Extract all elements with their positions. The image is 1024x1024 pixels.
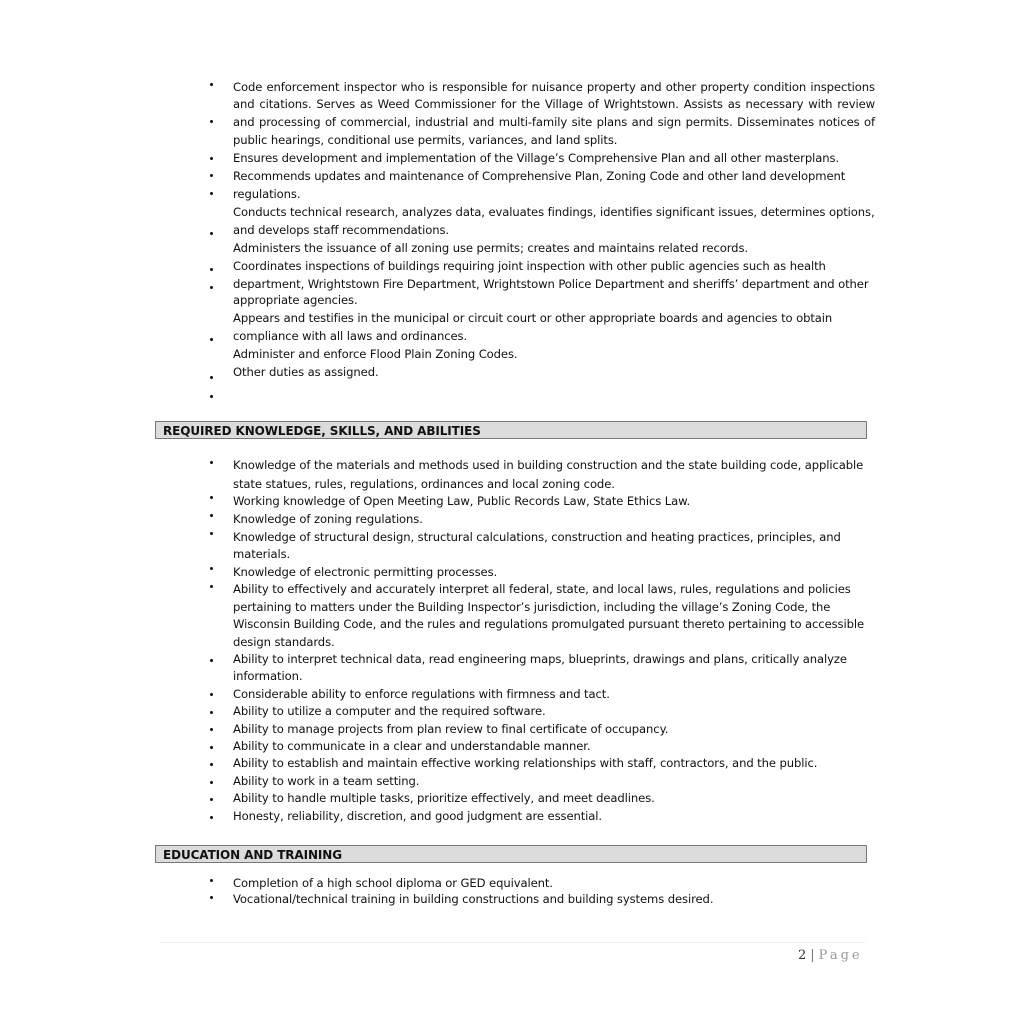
bullet-marker <box>210 268 213 271</box>
list-line: Conducts technical research, analyzes data, evaluates findings, identifies significant issues, determines options, <box>233 205 875 219</box>
bullet-marker <box>210 232 213 235</box>
bullet-marker <box>210 746 213 749</box>
list-line: Appears and testifies in the municipal or circuit court or other appropriate boards and agencies to obtain <box>233 311 833 325</box>
bullet-marker <box>210 567 213 570</box>
bullet-marker <box>210 763 213 766</box>
bullet-marker <box>210 585 213 588</box>
section-title: EDUCATION AND TRAINING <box>163 848 342 862</box>
bullet-marker <box>210 711 213 714</box>
list-line: Ability to utilize a computer and the required software. <box>233 704 546 718</box>
list-line: Considerable ability to enforce regulations with firmness and tact. <box>233 687 610 701</box>
list-line: Code enforcement inspector who is responsible for nuisance property and other property condition inspections <box>233 80 875 94</box>
section-title: REQUIRED KNOWLEDGE, SKILLS, AND ABILITIES <box>163 424 481 438</box>
page-footer <box>798 948 863 963</box>
list-line: Ability to work in a team setting. <box>233 774 420 788</box>
section-header-ksa <box>155 421 867 439</box>
bullet-marker <box>210 395 213 398</box>
list-line: Coordinates inspections of buildings requiring joint inspection with other public agencies such as health <box>233 259 826 273</box>
bullet-marker <box>210 816 213 819</box>
page-number: 2 <box>798 948 808 963</box>
list-line: regulations. <box>233 187 301 201</box>
list-line: state statues, rules, regulations, ordinances and local zoning code. <box>233 477 615 491</box>
list-line: Completion of a high school diploma or GED equivalent. <box>233 876 553 890</box>
list-line: and develops staff recommendations. <box>233 223 450 237</box>
bullet-marker <box>210 896 213 899</box>
list-line: public hearings, conditional use permits, variances, and land splits. <box>233 133 618 147</box>
list-line: Knowledge of electronic permitting processes. <box>233 565 498 579</box>
bullet-marker <box>210 728 213 731</box>
bullet-marker <box>210 338 213 341</box>
bullet-marker <box>210 693 213 696</box>
list-line: design standards. <box>233 635 335 649</box>
list-line: Working knowledge of Open Meeting Law, Public Records Law, State Ethics Law. <box>233 494 691 508</box>
list-line: Ensures development and implementation of the Village’s Comprehensive Plan and all other masterplans. <box>233 151 840 165</box>
list-line: Administer and enforce Flood Plain Zoning Codes. <box>233 347 518 361</box>
list-line: Ability to manage projects from plan review to final certificate of occupancy. <box>233 722 669 736</box>
list-line: appropriate agencies. <box>233 293 358 307</box>
bullet-marker <box>210 496 213 499</box>
list-line: Knowledge of structural design, structural calculations, construction and heating practices, principles, and <box>233 530 841 544</box>
bullet-marker <box>210 461 213 464</box>
bullet-marker <box>210 514 213 517</box>
list-line: pertaining to matters under the Building Inspector’s jurisdiction, including the village’s Zoning Code, the <box>233 600 831 614</box>
list-line: Vocational/technical training in building constructions and building systems desired. <box>233 892 714 906</box>
bullet-marker <box>210 879 213 882</box>
bullet-marker <box>210 659 213 662</box>
list-line: Knowledge of zoning regulations. <box>233 512 423 526</box>
bullet-marker <box>210 798 213 801</box>
bullet-marker <box>210 174 213 177</box>
bullet-marker <box>210 192 213 195</box>
list-line: Ability to communicate in a clear and understandable manner. <box>233 739 591 753</box>
list-line: department, Wrightstown Fire Department, Wrightstown Police Department and sheriffs’ department and other <box>233 277 869 291</box>
bullet-marker <box>210 286 213 289</box>
bullet-marker <box>210 83 213 86</box>
list-line: information. <box>233 669 303 683</box>
bullet-marker <box>210 120 213 123</box>
bullet-marker <box>210 376 213 379</box>
list-line: compliance with all laws and ordinances. <box>233 329 468 343</box>
footer-rule <box>160 942 865 943</box>
bullet-marker <box>210 532 213 535</box>
page-label: Page <box>818 948 863 963</box>
section-header-education <box>155 845 867 863</box>
list-line: Honesty, reliability, discretion, and good judgment are essential. <box>233 809 603 823</box>
list-line: Administers the issuance of all zoning use permits; creates and maintains related records. <box>233 241 748 255</box>
bullet-marker <box>210 157 213 160</box>
list-line: Ability to handle multiple tasks, prioritize effectively, and meet deadlines. <box>233 791 655 805</box>
list-line: Wisconsin Building Code, and the rules and regulations promulgated pursuant thereto pertaining to accessible <box>233 617 865 631</box>
list-line: Ability to establish and maintain effective working relationships with staff, contractors, and the public. <box>233 756 818 770</box>
list-line: Ability to effectively and accurately interpret all federal, state, and local laws, rules, regulations and policies <box>233 582 851 596</box>
page-separator: | <box>810 948 816 963</box>
list-line: materials. <box>233 547 291 561</box>
list-line: Ability to interpret technical data, read engineering maps, blueprints, drawings and plans, critically analyze <box>233 652 847 666</box>
list-line: Other duties as assigned. <box>233 365 379 379</box>
list-line: Knowledge of the materials and methods used in building construction and the state building code, applicable <box>233 458 864 472</box>
list-line: Recommends updates and maintenance of Comprehensive Plan, Zoning Code and other land development <box>233 169 846 183</box>
bullet-marker <box>210 781 213 784</box>
list-line: and processing of commercial, industrial and multi-family site plans and sign permits. Disseminates notices of <box>233 115 875 129</box>
list-line: and citations. Serves as Weed Commissioner for the Village of Wrightstown. Assists as necessary with review <box>233 97 875 111</box>
